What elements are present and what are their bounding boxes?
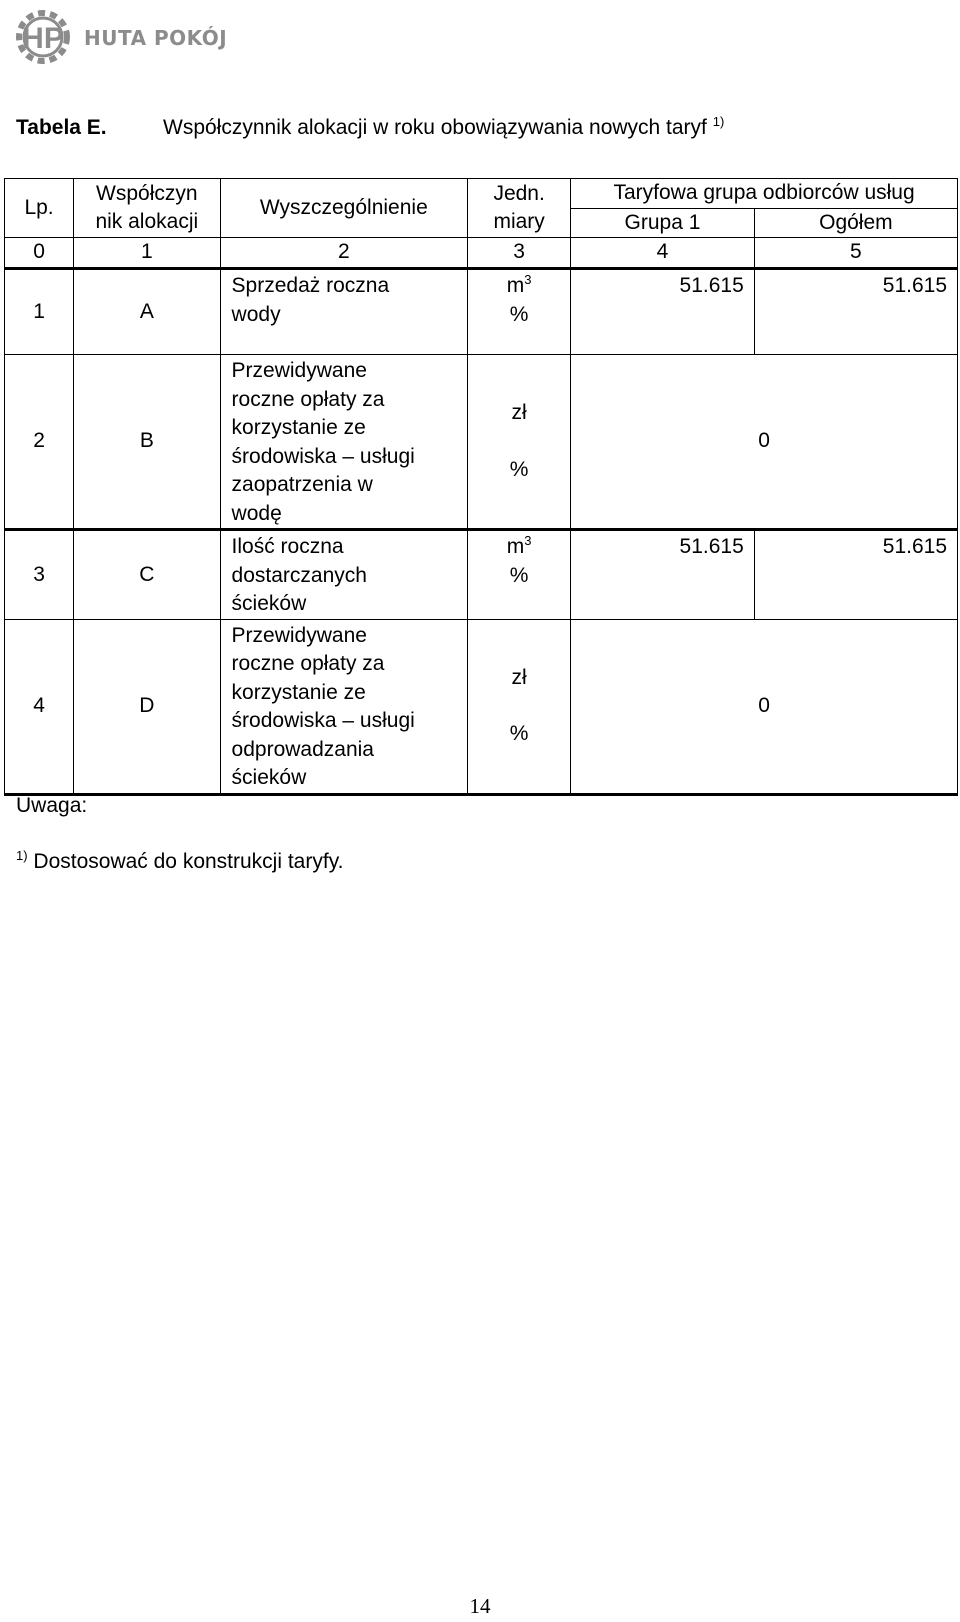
table-row: [5, 355, 958, 530]
column-numbers-row: [5, 238, 958, 269]
header-lp: Lp.: [5, 179, 74, 238]
table-label: Tabela E.: [16, 116, 107, 139]
header-detail: Wyszczególnienie: [220, 179, 468, 238]
header-group-1: Grupa 1: [571, 208, 755, 238]
company-logo: [10, 4, 280, 70]
table-title: Współczynnik alokacji w roku obowiązywania nowych taryf $^{1)}$: [163, 114, 725, 139]
row-total-value: 51.615: [754, 530, 957, 620]
logo-initials: HP: [22, 22, 64, 55]
note-label: Uwaga:: [16, 794, 88, 817]
footnote-text: Dostosować do konstrukcji taryfy.: [33, 850, 344, 873]
row-lp: 3: [5, 530, 74, 620]
row-group-1-value: 51.615: [571, 530, 755, 620]
column-number: 4: [571, 238, 755, 269]
table-row: [5, 619, 958, 794]
table-row: [5, 530, 958, 620]
column-number: 2: [220, 238, 468, 269]
header-row-1: [5, 179, 958, 209]
row-lp: 1: [5, 269, 74, 355]
table-caption: [16, 114, 725, 140]
row-lp: 2: [5, 355, 74, 530]
row-unit: $m^3$ %: [468, 530, 571, 620]
row-coefficient: D: [74, 619, 220, 794]
column-number: 3: [468, 238, 571, 269]
row-unit: zł %: [468, 355, 571, 530]
row-merged-value: 0: [571, 619, 958, 794]
footnote-mark: 1): [16, 848, 28, 863]
row-coefficient: B: [74, 355, 220, 530]
row-detail: Przewidywane roczne opłaty za korzystanie ze środowiska – usługi zaopatrzenia w wodę: [220, 355, 468, 530]
row-detail: Sprzedaż roczna wody: [220, 269, 468, 355]
logo-brand-text: HUTA POKÓJ: [84, 26, 228, 50]
allocation-table: [4, 178, 958, 796]
row-unit: zł %: [468, 619, 571, 794]
row-coefficient: A: [74, 269, 220, 355]
row-detail: Ilość roczna dostarczanych ścieków: [220, 530, 468, 620]
header-tariff-group: Taryfowa grupa odbiorców usług: [571, 179, 958, 209]
column-number: 1: [74, 238, 220, 269]
row-detail: Przewidywane roczne opłaty za korzystanie ze środowiska – usługi odprowadzania ścieków: [220, 619, 468, 794]
table-row: [5, 269, 958, 355]
row-group-1-value: 51.615: [571, 269, 755, 355]
header-total: Ogółem: [754, 208, 957, 238]
footnote: [16, 850, 343, 874]
column-number: 5: [754, 238, 957, 269]
footnote-ref: 1): [712, 114, 725, 129]
row-coefficient: C: [74, 530, 220, 620]
row-total-value: 51.615: [754, 269, 957, 355]
row-lp: 4: [5, 619, 74, 794]
page-number: 14: [469, 1594, 491, 1618]
column-number: 0: [5, 238, 74, 269]
header-coefficient: Współczyn nik alokacji: [74, 179, 220, 238]
row-merged-value: 0: [571, 355, 958, 530]
row-unit: $m^3$ %: [468, 269, 571, 355]
header-unit: Jedn. miary: [468, 179, 571, 238]
